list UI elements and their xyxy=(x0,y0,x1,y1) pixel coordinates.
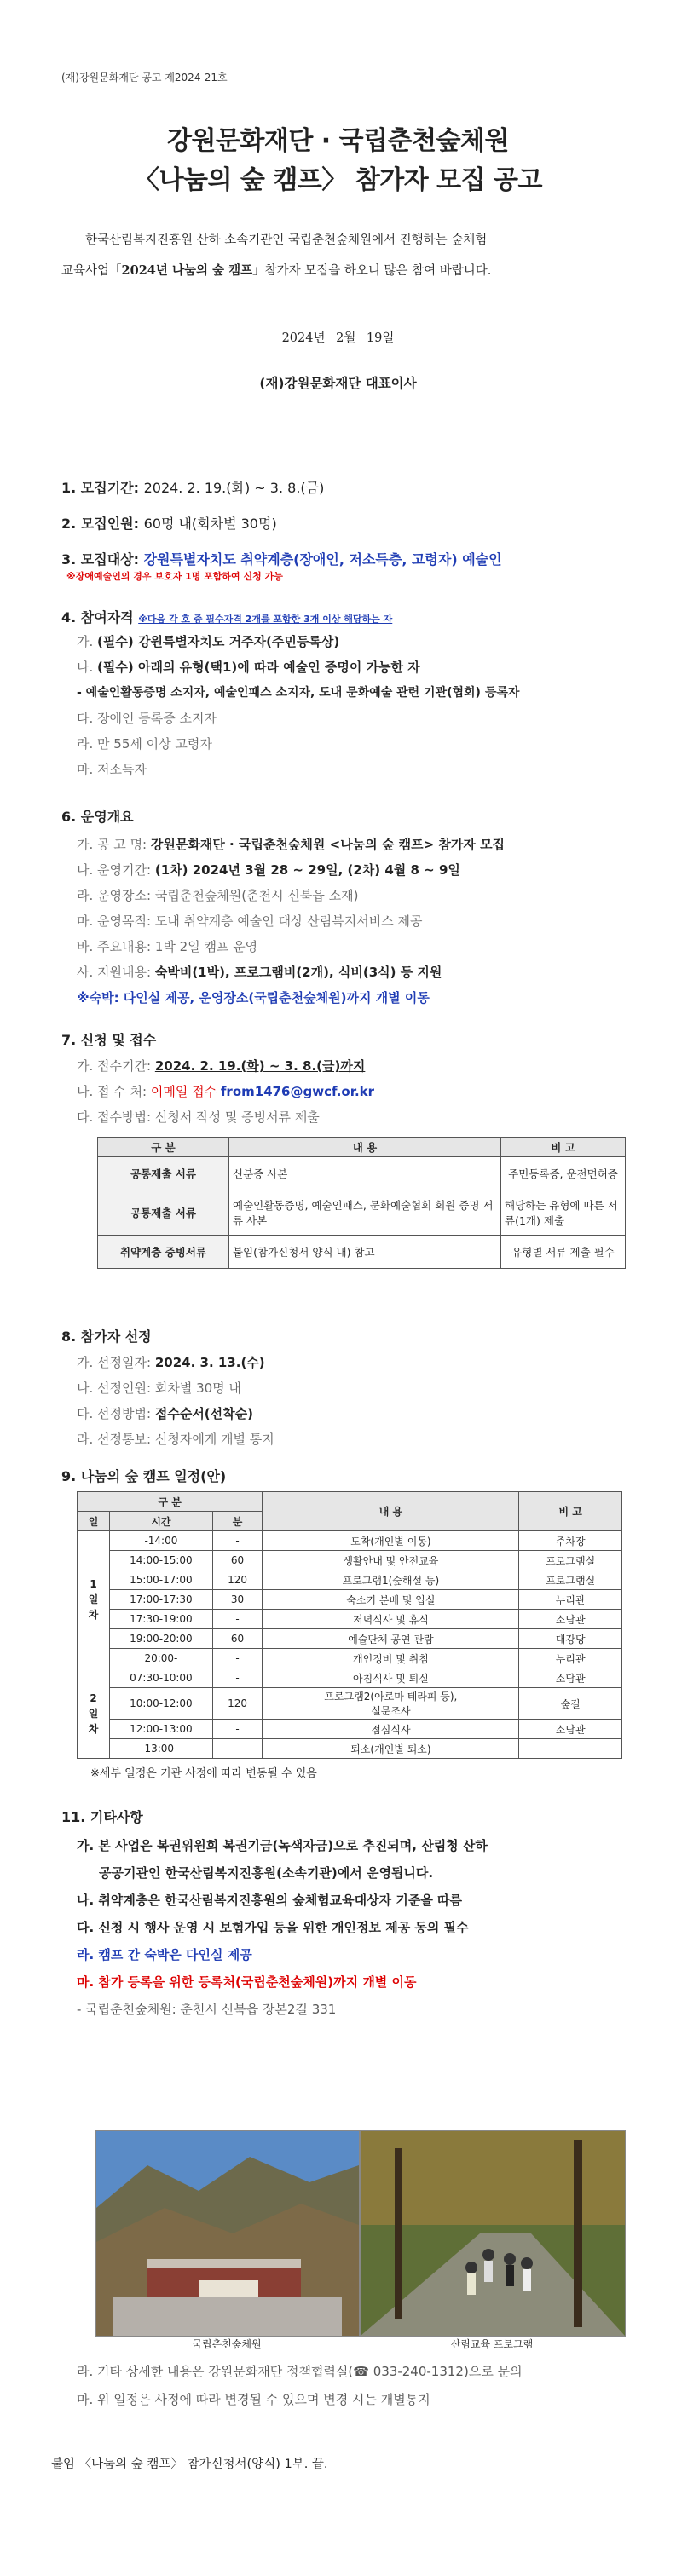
table-row xyxy=(78,1629,622,1649)
section-6-lodging-note: ※숙박: 다인실 제공, 운영장소(국립춘천숲체원)까지 개별 이동 xyxy=(77,990,430,1006)
table-row xyxy=(78,1668,622,1688)
section-4-item-5: 마. 저소득자 xyxy=(77,762,147,777)
schedule-cell: 프로그램실 xyxy=(519,1570,622,1590)
schedule-day-cell: 2 일 차 xyxy=(78,1668,110,1759)
schedule-cell: 20:00- xyxy=(110,1649,213,1668)
table-row xyxy=(98,1157,626,1190)
table-row xyxy=(78,1570,622,1590)
section-11-item-b: 나. 취약계층은 한국산림복지진흥원의 숲체험교육대상자 기준을 따름 xyxy=(77,1893,463,1908)
table1-cell: 공통제출 서류 xyxy=(98,1190,229,1236)
document-number: (재)강원문화재단 공고 제2024-21호 xyxy=(61,72,228,84)
section-7-item-2: 나. 접 수 처: 이메일 접수 from1476@gwcf.or.kr xyxy=(77,1084,375,1099)
email-link[interactable]: from1476@gwcf.or.kr xyxy=(220,1084,375,1099)
photo-caption-1: 국립춘천숲체원 xyxy=(192,2338,262,2350)
section-9: 9. 나눔의 숲 캠프 일정(안) xyxy=(61,1468,227,1484)
section-8-item-4: 라. 선정통보: 신청자에게 개별 통지 xyxy=(77,1432,274,1447)
title-line-1: 강원문화재단 · 국립춘천숲체원 xyxy=(166,126,510,156)
schedule-cell: 07:30-10:00 xyxy=(110,1668,213,1688)
schedule-header: 분 xyxy=(212,1512,263,1531)
section-11-item-a2: 공공기관인 한국산림복지진흥원(소속기관)에서 운영됩니다. xyxy=(99,1865,434,1881)
section-11-item-a1: 가. 본 사업은 복권위원회 복권기금(녹색자금)으로 추진되며, 산림청 산하 xyxy=(77,1838,488,1853)
schedule-cell: 아침식사 및 퇴실 xyxy=(263,1668,519,1688)
table-row xyxy=(78,1739,622,1759)
schedule-cell: - xyxy=(212,1668,263,1688)
schedule-cell: - xyxy=(212,1739,263,1759)
schedule-table xyxy=(77,1491,622,1759)
schedule-cell: 퇴소(개인별 퇴소) xyxy=(263,1739,519,1759)
schedule-cell: 프로그램1(숲해설 등) xyxy=(263,1570,519,1590)
schedule-cell: 30 xyxy=(212,1590,263,1610)
table-row xyxy=(78,1551,622,1570)
schedule-cell: 프로그램실 xyxy=(519,1551,622,1570)
schedule-cell: - xyxy=(212,1649,263,1668)
table1-cell: 붙임(참가신청서 양식 내) 참고 xyxy=(229,1236,501,1269)
attachment-line: 붙임 〈나눔의 숲 캠프〉 참가신청서(양식) 1부. 끝. xyxy=(51,2458,328,2471)
section-6: 6. 운영개요 xyxy=(61,809,134,825)
table-row xyxy=(78,1649,622,1668)
schedule-cell: 소담관 xyxy=(519,1610,622,1629)
schedule-cell: 프로그램2(아로마 테라피 등), 설문조사 xyxy=(263,1688,519,1720)
section-11-item-g: 마. 위 일정은 사정에 따라 변경될 수 있으며 변경 시는 개별통지 xyxy=(77,2392,430,2407)
schedule-cell: -14:00 xyxy=(110,1531,213,1551)
schedule-cell: 120 xyxy=(212,1570,263,1590)
section-6-item-4: 마. 운영목적: 도내 취약계층 예술인 대상 산림복지서비스 제공 xyxy=(77,913,423,929)
schedule-cell: 대강당 xyxy=(519,1629,622,1649)
table-row xyxy=(98,1190,626,1236)
schedule-cell: 점심식사 xyxy=(263,1720,519,1739)
section-11-item-e: 마. 참가 등록을 위한 등록처(국립춘천숲체원)까지 개별 이동 xyxy=(77,1974,417,1990)
table1-cell: 해당하는 유형에 따른 서류(1개) 제출 xyxy=(501,1190,626,1236)
schedule-header: 내 용 xyxy=(263,1492,519,1531)
schedule-cell: 누리관 xyxy=(519,1649,622,1668)
photo-forest-education xyxy=(360,2130,626,2337)
schedule-header: 일 xyxy=(78,1512,110,1531)
section-1: 1. 모집기간: 2024. 2. 19.(화) ~ 3. 8.(금) xyxy=(61,480,325,496)
section-11-item-d: 라. 캠프 간 숙박은 다인실 제공 xyxy=(77,1947,252,1962)
table1-cell: 예술인활동증명, 예술인패스, 문화예술협회 회원 증명 서류 사본 xyxy=(229,1190,501,1236)
section-8: 8. 참가자 선정 xyxy=(61,1328,152,1345)
table-row xyxy=(78,1610,622,1629)
section-7: 7. 신청 및 접수 xyxy=(61,1032,157,1048)
schedule-cell: 60 xyxy=(212,1551,263,1570)
table1-cell: 주민등록증, 운전면허증 xyxy=(501,1157,626,1190)
schedule-cell: 13:00- xyxy=(110,1739,213,1759)
schedule-cell: 60 xyxy=(212,1629,263,1649)
schedule-cell: 소담관 xyxy=(519,1668,622,1688)
section-11: 11. 기타사항 xyxy=(61,1809,143,1825)
section-4-item-3: 다. 장애인 등록증 소지자 xyxy=(77,711,217,726)
notice-date: 2024년 2월 19일 xyxy=(281,331,395,345)
schedule-cell: 숲길 xyxy=(519,1688,622,1720)
schedule-cell: 소담관 xyxy=(519,1720,622,1739)
schedule-cell: 주차장 xyxy=(519,1531,622,1551)
table-row xyxy=(78,1688,622,1720)
section-11-item-c: 다. 신청 시 행사 운영 시 보험가입 등을 위한 개인정보 제공 동의 필수 xyxy=(77,1920,469,1935)
section-4-item-4: 라. 만 55세 이상 고령자 xyxy=(77,736,212,752)
schedule-cell: 숙소키 분배 및 입실 xyxy=(263,1590,519,1610)
photo-caption-2: 산림교육 프로그램 xyxy=(450,2338,534,2350)
section-2: 2. 모집인원: 60명 내(회차별 30명) xyxy=(61,516,277,532)
section-4: 4. 참여자격 ※다음 각 호 중 필수자격 2개를 포함한 3개 이상 해당하는 자 xyxy=(61,609,393,625)
section-7-item-3: 다. 접수방법: 신청서 작성 및 증빙서류 제출 xyxy=(77,1109,320,1125)
table-row xyxy=(78,1590,622,1610)
section-11-item-f: 라. 기타 상세한 내용은 강원문화재단 정책협력실(☎ 033-240-1312)으로 문의 xyxy=(77,2364,523,2379)
table1-cell: 신분증 사본 xyxy=(229,1157,501,1190)
intro-line-2: 교육사업「2024년 나눔의 숲 캠프」참가자 모집을 하오니 많은 참여 바랍니다. xyxy=(61,263,492,278)
signer: (재)강원문화재단 대표이사 xyxy=(259,376,417,391)
schedule-cell: 17:30-19:00 xyxy=(110,1610,213,1629)
schedule-cell: 15:00-17:00 xyxy=(110,1570,213,1590)
schedule-cell: 개인정비 및 취침 xyxy=(263,1649,519,1668)
table1-header: 구 분 xyxy=(98,1138,229,1157)
schedule-day-cell: 1 일 차 xyxy=(78,1531,110,1668)
section-6-item-2: 나. 운영기간: (1차) 2024년 3월 28 ~ 29일, (2차) 4월 8 ~ 9일 xyxy=(77,862,460,878)
schedule-cell: 누리관 xyxy=(519,1590,622,1610)
schedule-cell: 12:00-13:00 xyxy=(110,1720,213,1739)
documents-table xyxy=(97,1137,626,1269)
intro-line-1: 한국산림복지진흥원 산하 소속기관인 국립춘천숲체원에서 진행하는 숲체험 xyxy=(85,233,488,247)
schedule-cell: - xyxy=(519,1739,622,1759)
table-row xyxy=(98,1236,626,1269)
section-8-item-1: 가. 선정일자: 2024. 3. 13.(수) xyxy=(77,1355,265,1370)
schedule-cell: 10:00-12:00 xyxy=(110,1688,213,1720)
schedule-cell: 19:00-20:00 xyxy=(110,1629,213,1649)
table1-header: 비 고 xyxy=(501,1138,626,1157)
schedule-cell: - xyxy=(212,1531,263,1551)
section-3: 3. 모집대상: 강원특별자치도 취약계층(장애인, 저소득층, 고령자) 예술인 xyxy=(61,551,502,568)
table1-cell: 공통제출 서류 xyxy=(98,1157,229,1190)
table1-cell: 취약계층 증빙서류 xyxy=(98,1236,229,1269)
schedule-cell: 저녁식사 및 휴식 xyxy=(263,1610,519,1629)
schedule-cell: 도착(개인별 이동) xyxy=(263,1531,519,1551)
schedule-header: 비 고 xyxy=(519,1492,622,1531)
section-6-item-1: 가. 공 고 명: 강원문화재단 · 국립춘천숲체원 <나눔의 숲 캠프> 참가자 모집 xyxy=(77,837,506,852)
schedule-cell: 예술단체 공연 관람 xyxy=(263,1629,519,1649)
section-4-item-2: 나. (필수) 아래의 유형(택1)에 따라 예술인 증명이 가능한 자 xyxy=(77,660,420,675)
section-3-note: ※장애예술인의 경우 보호자 1명 포함하여 신청 가능 xyxy=(66,571,283,582)
table1-header: 내 용 xyxy=(229,1138,501,1157)
section-8-item-2: 나. 선정인원: 회차별 30명 내 xyxy=(77,1380,241,1396)
section-6-item-6: 사. 지원내용: 숙박비(1박), 프로그램비(2개), 식비(3식) 등 지원 xyxy=(77,965,442,980)
title-line-2: 〈나눔의 숲 캠프〉 참가자 모집 공고 xyxy=(134,165,542,195)
schedule-cell: 17:00-17:30 xyxy=(110,1590,213,1610)
section-4-item-2-detail: - 예술인활동증명 소지자, 예술인패스 소지자, 도내 문화예술 관련 기관(협회) 등록자 xyxy=(77,686,520,700)
table1-cell: 유형별 서류 제출 필수 xyxy=(501,1236,626,1269)
schedule-cell: - xyxy=(212,1720,263,1739)
table-row xyxy=(78,1720,622,1739)
section-6-item-5: 바. 주요내용: 1박 2일 캠프 운영 xyxy=(77,939,258,954)
table-row xyxy=(78,1531,622,1551)
schedule-cell: 120 xyxy=(212,1688,263,1720)
schedule-header: 시간 xyxy=(110,1512,213,1531)
photo-forest-center xyxy=(95,2130,360,2337)
schedule-cell: - xyxy=(212,1610,263,1629)
section-4-item-1: 가. (필수) 강원특별자치도 거주자(주민등록상) xyxy=(77,634,340,649)
section-11-address: - 국립춘천숲체원: 춘천시 신북읍 장본2길 331 xyxy=(77,2002,337,2017)
schedule-header: 구 분 xyxy=(78,1492,263,1512)
schedule-cell: 14:00-15:00 xyxy=(110,1551,213,1570)
schedule-note: ※세부 일정은 기관 사정에 따라 변동될 수 있음 xyxy=(90,1767,317,1780)
section-7-item-1: 가. 접수기간: 2024. 2. 19.(화) ~ 3. 8.(금)까지 xyxy=(77,1058,366,1074)
section-8-item-3: 다. 선정방법: 접수순서(선착순) xyxy=(77,1406,253,1421)
section-6-item-3: 라. 운영장소: 국립춘천숲체원(춘천시 신북읍 소재) xyxy=(77,888,359,903)
schedule-cell: 생활안내 및 안전교육 xyxy=(263,1551,519,1570)
